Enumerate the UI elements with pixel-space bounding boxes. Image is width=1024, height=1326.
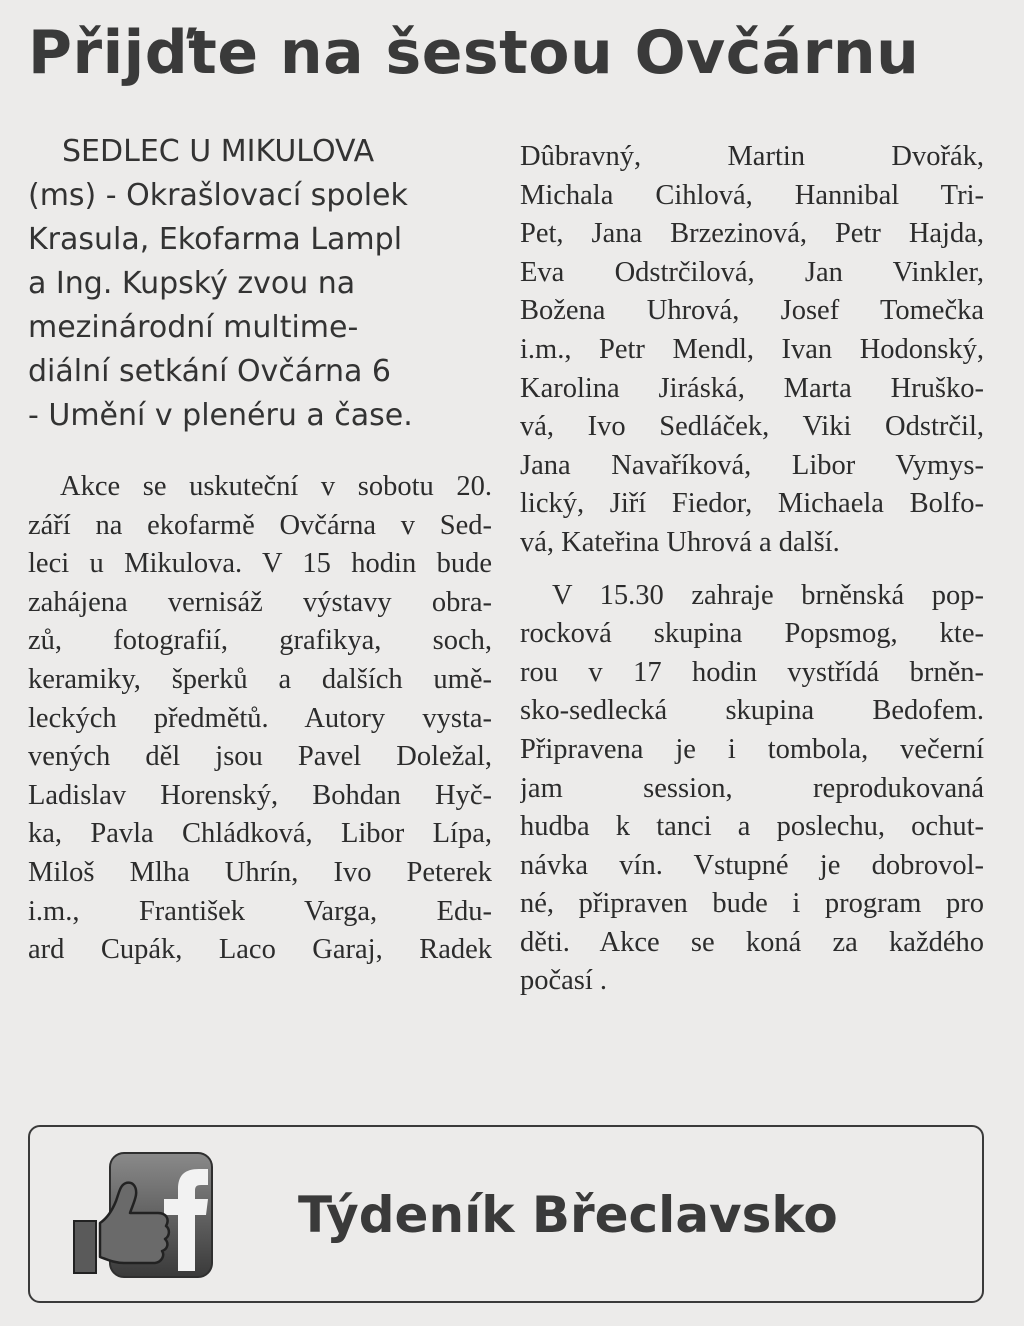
body-line: vených děl jsou Pavel Doležal, — [28, 741, 492, 773]
body-line: zahájena vernisáž výstavy obra- — [28, 586, 492, 618]
body-line: ka, Pavla Chládková, Libor Lípa, — [28, 818, 492, 850]
lead-line: diální setkání Ovčárna 6 — [28, 354, 392, 389]
body-line: rocková skupina Popsmog, kte- — [520, 618, 984, 650]
body-line: počasí . — [520, 965, 608, 997]
right-column — [520, 138, 984, 1001]
article-lead — [28, 130, 492, 438]
lead-line: mezinárodní multime- — [28, 310, 359, 345]
body-line: Akce se uskuteční v sobotu 20. — [60, 471, 492, 502]
body-line: V 15.30 zahraje brněnská pop- — [552, 579, 984, 611]
footer-title: Týdeník Břeclavsko — [298, 1186, 838, 1244]
footer-banner — [28, 1125, 984, 1303]
body-line: Michala Cihlová, Hannibal Tri- — [520, 179, 984, 211]
body-line: keramiky, šperků a dalších umě- — [28, 663, 492, 695]
body-line: zů, fotografií, grafikya, soch, — [28, 625, 492, 657]
body-line: Eva Odstrčilová, Jan Vinkler, — [520, 256, 984, 288]
lead-line: - Umění v plenéru a čase. — [28, 398, 413, 433]
body-line: leci u Mikulova. V 15 hodin bude — [28, 548, 492, 580]
body-line: Jana Navaříková, Libor Vymys- — [520, 449, 984, 481]
body-line: návka vín. Vstupné je dobrovol- — [520, 849, 984, 881]
body-line: sko-sedlecká skupina Bedofem. — [520, 695, 984, 727]
body-line: Karolina Jiráská, Marta Hruško- — [520, 372, 984, 404]
body-line: Miloš Mlha Uhrín, Ivo Peterek — [28, 856, 492, 888]
body-line: ard Cupák, Laco Garaj, Radek — [28, 934, 492, 966]
body-line: Božena Uhrová, Josef Tomečka — [520, 295, 984, 327]
body-line: né, připraven bude i program pro — [520, 888, 984, 920]
body-line: vá, Kateřina Uhrová a další. — [520, 526, 840, 558]
body-line: Pet, Jana Brzezinová, Petr Hajda, — [520, 218, 984, 250]
body-line: hudba k tanci a poslechu, ochut- — [520, 811, 984, 843]
body-line: i.m., František Varga, Edu- — [28, 895, 492, 927]
body-line: září na ekofarmě Ovčárna v Sed- — [28, 509, 492, 541]
left-column — [28, 130, 492, 970]
body-line: děti. Akce se koná za každého — [520, 926, 984, 958]
body-line: vá, Ivo Sedláček, Viki Odstrčil, — [520, 411, 984, 443]
facebook-like-icon — [66, 1149, 216, 1281]
body-line: Ladislav Horenský, Bohdan Hyč- — [28, 779, 492, 811]
lead-line: SEDLEC U MIKULOVA — [62, 134, 375, 169]
body-line: lický, Jiří Fiedor, Michaela Bolfo- — [520, 488, 984, 520]
body-line: leckých předmětů. Autory vysta- — [28, 702, 492, 734]
lead-line: (ms) - Okrašlovací spolek — [28, 178, 408, 213]
article-headline: Přijďte na šestou Ovčárnu — [28, 18, 920, 88]
body-line: i.m., Petr Mendl, Ivan Hodonský, — [520, 333, 984, 365]
article-body-right-program — [520, 577, 984, 1002]
article-body-right-names — [520, 138, 984, 563]
body-line: jam session, reprodukovaná — [520, 772, 984, 804]
body-line: Připravena je i tombola, večerní — [520, 733, 984, 765]
lead-line: Krasula, Ekofarma Lampl — [28, 222, 403, 257]
body-line: rou v 17 hodin vystřídá brněn- — [520, 656, 984, 688]
article-body-left — [28, 468, 492, 970]
lead-line: a Ing. Kupský zvou na — [28, 266, 356, 301]
body-line: Dûbravný, Martin Dvořák, — [520, 141, 984, 172]
